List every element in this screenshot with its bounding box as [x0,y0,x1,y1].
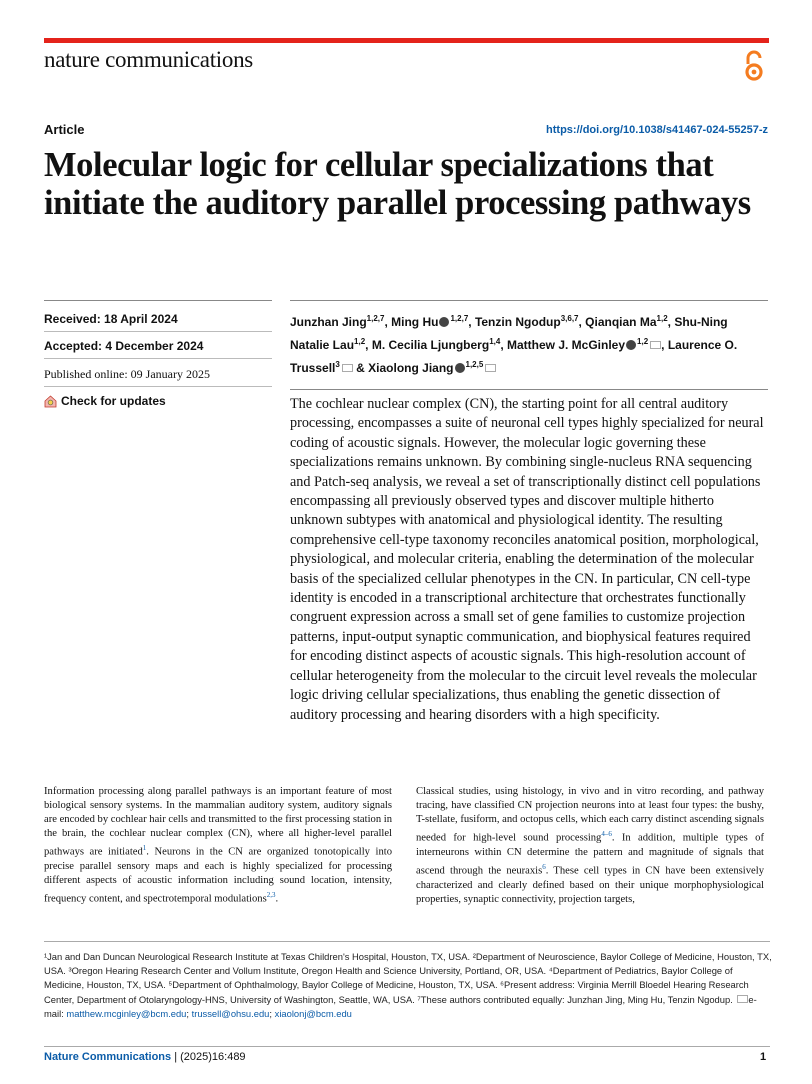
citation-ref[interactable]: 1 [142,844,147,853]
journal-name[interactable]: nature communications [44,47,253,72]
email-link[interactable]: trussell@ohsu.edu [191,1007,270,1019]
citation-journal-link[interactable]: Nature Communications [44,1051,172,1063]
published-date: Published online: 09 January 2025 [44,367,210,381]
email-link[interactable]: matthew.mcginley@bcm.edu [66,1007,187,1019]
body-text: Classical studies, using histology, in vivo and in vitro recording, and pathway tracing, have classified CN projection neurons into at least four types: the bushy, T-stellate, fusiform, and octopus cells, which each carry distinct ascending signals needed for high-level sound processing [416,786,764,844]
divider [44,358,272,359]
divider [44,331,272,332]
orcid-icon[interactable] [455,363,465,373]
email-icon [737,995,748,1003]
journal-accent-bar [44,38,769,43]
author-name[interactable]: Shu-Ning Natalie Lau [290,315,728,352]
email-icon[interactable] [650,341,661,349]
author-affiliation: 1,2,7 [366,314,385,323]
affiliations-text: ¹Jan and Dan Duncan Neurological Research Institute at Texas Children's Hospital, Houston, TX, USA. ²Department of Neuroscience, Baylor College of Medicine, Houston, TX, USA. ³Oregon Hearing Research Center and Vollum Institute, Oregon Health and Science University, Portland, OR, USA. ⁴Department of Pediatrics, Baylor College of Medicine, Houston, TX, USA. ⁵Department of Ophthalmology, Baylor College of Medicine, Houston, TX, USA. ⁶Present address: Virginia Merrill Bloedel Hearing Research Center, Department of Otolaryngology-HNS, University of Washington, Seattle, WA, USA. ⁷These authors contributed equally: Junzhan Jing, Ming Hu, Tenzin Ngodup. [44,951,772,1005]
author-name[interactable]: Laurence O. Trussell [290,338,738,375]
author-separator: , [667,315,675,329]
divider [290,389,768,390]
author-affiliation: 1,2 [637,337,649,346]
author-name[interactable]: Matthew J. McGinley [506,338,626,352]
email-link[interactable]: xiaolonj@bcm.edu [274,1007,352,1019]
accepted-date: Accepted: 4 December 2024 [44,339,204,353]
author-affiliation: 3 [335,360,340,369]
author-affiliation: 3,6,7 [560,314,579,323]
author-separator: & [352,361,369,375]
author-separator: , [384,315,392,329]
body-column-left [44,785,392,907]
abstract-text: The cochlear nuclear complex (CN), the starting point for all central auditory processing, encompasses a suite of neuronal cell types highly specialized for neural coding of acoustic signals. However, the molecular logic governing these specializations remains unknown. By combining single-nucleus RNA sequencing and Patch-seq analysis, we reveal a set of transcriptionally distinct cell populations encompassing all previously observed types and discover multiple hitherto unknown subtypes with anatomical and physiological identity. The resulting comprehensive cell-type taxonomy reconciles anatomical position, morphological, physiological, and molecular criteria, enabling the determination of the molecular basis of the specialized cellular phenotypes in the CN. In particular, CN cell-type identity is encoded in a transcriptional architecture that orchestrates functionally congruent expression across a small set of gene families to customize projection patterns, input-output synaptic communication, and biophysical features required for encoding distinct aspects of acoustic signals. This high-resolution account of cellular heterogeneity from the molecular to the circuit level reveals the molecular logic driving cellular specializations, thus enabling the genetic dissection of auditory processing and hearing disorders with a high specificity. [290,396,764,723]
article-type-label: Article [44,122,85,137]
email-label: e-mail: [44,993,757,1019]
body-text: . These cell types in CN have been extensively characterized and clearly defined based on their unique morphophysiological properties, synaptic connectivity, projection targets, [416,865,764,905]
author-separator: , [661,338,668,352]
author-name[interactable]: Qianqian Ma [585,315,657,329]
author-separator: , [468,315,475,329]
email-icon[interactable] [342,364,353,372]
citation-volume: | (2025)16:489 [171,1051,246,1063]
author-affiliation: 1,4 [489,337,501,346]
page-number: 1 [760,1051,767,1063]
citation-ref[interactable]: 4–6 [601,830,612,839]
divider [44,300,272,301]
email-icon[interactable] [485,364,496,372]
article-title: Molecular logic for cellular specializations that initiate the auditory parallel processing pathways [44,146,751,222]
body-column-right [416,785,764,907]
doi-link[interactable]: https://doi.org/10.1038/s41467-024-55257-z [546,124,768,136]
divider [44,1046,770,1047]
author-name[interactable]: Ming Hu [391,315,439,329]
open-access-icon [742,50,766,82]
page-citation [44,1051,246,1063]
author-name[interactable]: Tenzin Ngodup [474,315,561,329]
divider [44,941,770,942]
author-affiliation: 1,2 [656,314,668,323]
author-affiliation: 1,2,7 [450,314,469,323]
author-separator: , [365,338,372,352]
author-separator: , [500,338,507,352]
divider [290,300,768,301]
author-name[interactable]: M. Cecilia Ljungberg [371,338,490,352]
body-text: . [275,893,279,905]
orcid-icon[interactable] [626,340,636,350]
body-text: . In addition, multiple types of interneurons within CN determine the pattern and magnitude of signals that ascend through the neuraxis [416,832,764,877]
author-name[interactable]: Xiaolong Jiang [368,361,454,375]
author-separator: , [578,315,586,329]
check-updates-label: Check for updates [61,394,166,408]
body-text: Information processing along parallel pathways is an important feature of most biological sensory systems. In the mammalian auditory system, auditory signals are encoded by cochlear hair cells and transmitted to the first processing station in the brain, the cochlear nuclear complex (CN), where all higher-level parallel pathways are initiated [44,786,393,858]
received-date: Received: 18 April 2024 [44,312,178,326]
author-affiliation: 1,2 [354,337,366,346]
divider [44,386,272,387]
author-affiliation: 1,2,5 [465,360,484,369]
author-name[interactable]: Junzhan Jing [290,315,367,329]
check-updates-icon [44,395,57,408]
citation-ref[interactable]: 2,3 [266,891,276,900]
orcid-icon[interactable] [439,317,449,327]
body-text: . Neurons in the CN are organized tonotopically into precise parallel sensory maps and each is highly specialized for processing different aspects of acoustic information including sound location, intensity, frequency content, and spectrotemporal modulations [44,846,392,905]
affiliations-footnote: ¹Jan and Dan Duncan Neurological Research Institute at Texas Children's Hospital, Houston, TX, USA. ²Department of Neuroscience, Baylor College of Medicine, Houston, TX, USA. ³Oregon Hearing Research Center and Vollum Institute, Oregon Health and Science University, Portland, OR, USA. ⁴Department of Pediatrics, Baylor College of Medicine, Houston, TX, USA. ⁵Department of Ophthalmology, Baylor College of Medicine, Houston, TX, USA. ⁶Present address: Virginia Merrill Bloedel Hearing Research Center, Department of Otolaryngology-HNS, University of Washington, Seattle, WA, USA. ⁷These authors contributed equally: Junzhan Jing, Ming Hu, Tenzin Ngodup. e-mail: matthew.mcginley@bcm.edu; trussell@ohsu.edu; xiaolonj@bcm.edu [44,951,772,1019]
check-for-updates-button[interactable] [44,394,166,408]
citation-ref[interactable]: 6 [542,863,546,871]
author-list [290,309,770,378]
